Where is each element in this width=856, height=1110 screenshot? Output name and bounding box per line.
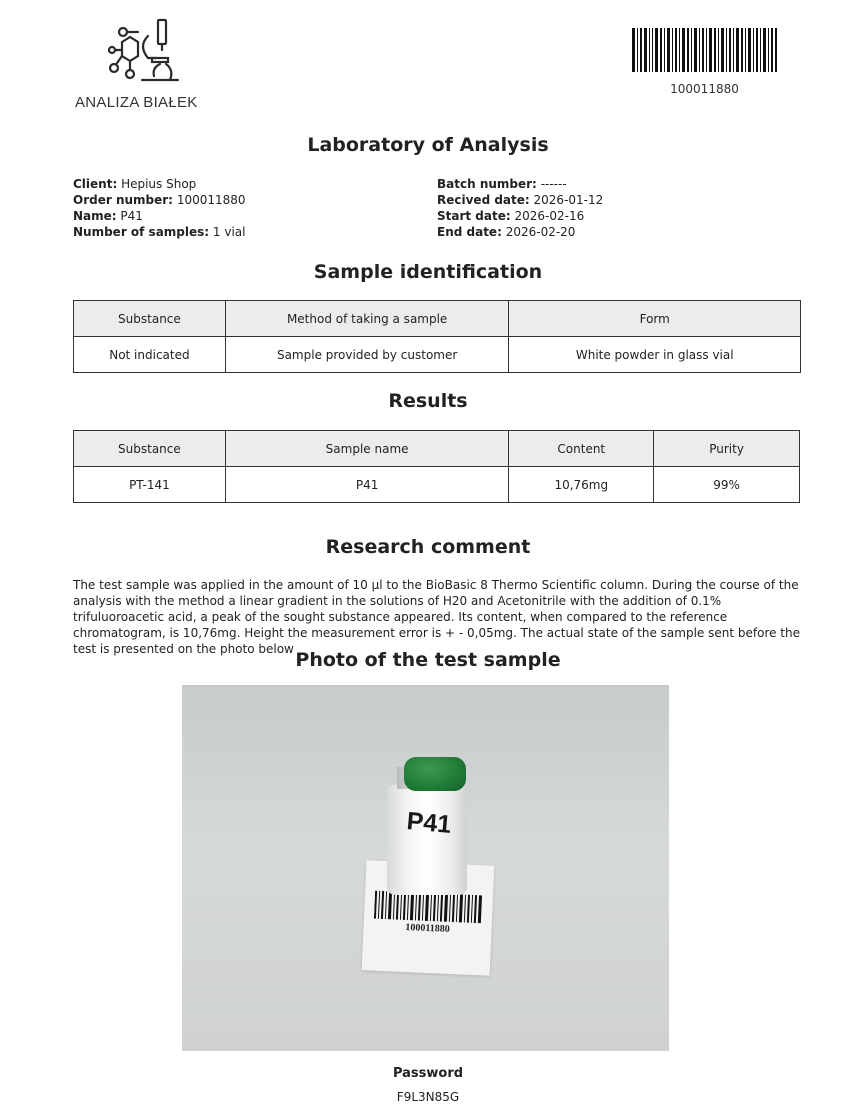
column-header: Substance [74,301,226,337]
start-date-value: 2026-02-16 [514,209,585,223]
paper-barcode-number: 100011880 [405,922,450,935]
barcode-icon [374,891,483,924]
table-row [74,467,800,503]
info-left [73,176,246,240]
molecule-microscope-icon [108,18,188,88]
barcode-icon [632,28,777,74]
name-value: P41 [120,209,143,223]
table-cell: P41 [225,467,509,503]
results-table [73,430,800,503]
sample-vial [387,785,467,895]
column-header: Substance [74,431,226,467]
order-number-value: 100011880 [176,193,246,207]
end-date-line: End date: 2026-02-20 [437,225,576,239]
table-cell: Sample provided by customer [225,337,509,373]
table-cell: White powder in glass vial [509,337,801,373]
info-right [437,176,603,240]
received-date-value: 2026-01-12 [533,193,604,207]
start-date-line: Start date: 2026-02-16 [437,209,585,223]
photo-heading: Photo of the test sample [295,649,561,671]
samples-line: Number of samples: 1 vial [73,225,246,239]
client-line: Client: Hepius Shop [73,177,197,191]
column-header: Method of taking a sample [225,301,509,337]
batch-value: ------ [540,177,567,191]
table-row [74,337,801,373]
table-cell: PT-141 [74,467,226,503]
sample-photo [182,685,669,1051]
received-date-line: Recived date: 2026-01-12 [437,193,604,207]
table-header-row [74,301,801,337]
research-comment-text: The test sample was applied in the amount of 10 µl to the BioBasic 8 Thermo Scientific column. During the course of the analysis with the method a linear gradient in the solutions of H20 and Acetonitrile with the addition of 0.1% trifuluoroacetic acid, a peak of the sought substance appeared. Its content, when compared to the reference chromatogram, is 10,76mg. Height the measurement error is + - 0,05mg. The actual state of the sample sent before the test is presented on the photo below [73,578,801,656]
batch-line: Batch number: ------ [437,177,567,191]
client-value: Hepius Shop [121,177,197,191]
sample-identification-heading: Sample identification [313,261,543,283]
research-comment-heading: Research comment [325,536,531,558]
results-heading: Results [388,390,468,412]
password-value: F9L3N85G [396,1090,460,1104]
samples-value: 1 vial [212,225,246,239]
table-cell: Not indicated [74,337,226,373]
end-date-value: 2026-02-20 [505,225,576,239]
page-title: Laboratory of Analysis [307,134,549,156]
brand-name: ANALIZA BIAŁEK [75,94,198,111]
column-header: Content [509,431,654,467]
table-cell: 99% [654,467,800,503]
column-header: Sample name [225,431,509,467]
barcode-number: 100011880 [670,82,739,96]
brand-logo [75,18,225,114]
order-number-line: Order number: 100011880 [73,193,246,207]
column-header: Purity [654,431,800,467]
order-barcode [632,28,777,98]
column-header: Form [509,301,801,337]
password-label: Password [392,1066,464,1081]
vial-label: P41 [405,807,453,839]
vial-cap [404,757,466,791]
sample-identification-table [73,300,801,373]
name-line: Name: P41 [73,209,143,223]
table-cell: 10,76mg [509,467,654,503]
table-header-row [74,431,800,467]
